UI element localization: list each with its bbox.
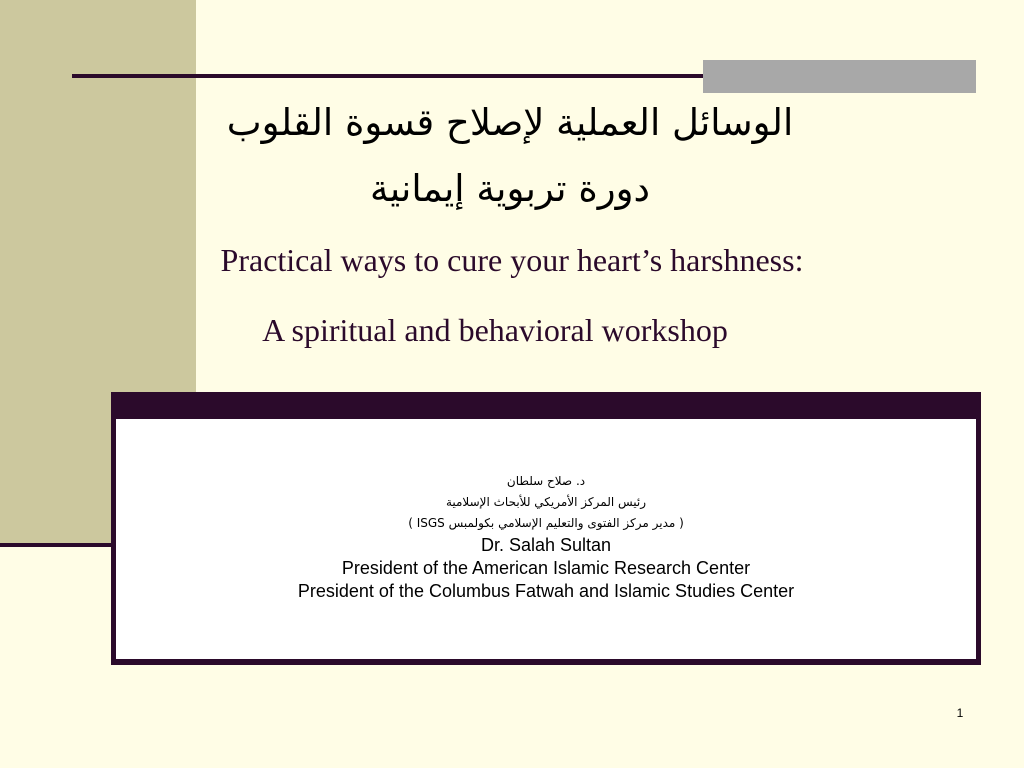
speaker-info — [116, 471, 976, 603]
speaker-frame — [111, 392, 981, 665]
title-english-line2: A spiritual and behavioral workshop — [262, 312, 728, 348]
speaker-name-arabic: د. صلاح سلطان — [506, 474, 586, 488]
title-english-line1: Practical ways to cure your heart’s harshness: — [220, 242, 804, 278]
title-arabic-line1: الوسائل العملية لإصلاح قسوة القلوب — [226, 101, 794, 144]
speaker-name-english: Dr. Salah Sultan — [480, 535, 612, 555]
speaker-role-english-1: President of the American Islamic Research Center — [341, 558, 751, 578]
speaker-role-arabic-2: ( مدير مركز الفتوى والتعليم الإسلامي بكولمبس ISGS ) — [408, 516, 684, 530]
title-arabic-line2: دورة تربوية إيمانية — [370, 167, 650, 210]
side-accent-line — [0, 543, 112, 547]
grey-accent-bar — [703, 60, 976, 93]
speaker-box — [116, 419, 976, 659]
speaker-role-english-2: President of the Columbus Fatwah and Islamic Studies Center — [297, 581, 795, 601]
slide-number: 1 — [956, 706, 964, 720]
speaker-role-arabic-1: رئيس المركز الأمريكي للأبحاث الإسلامية — [445, 495, 647, 509]
